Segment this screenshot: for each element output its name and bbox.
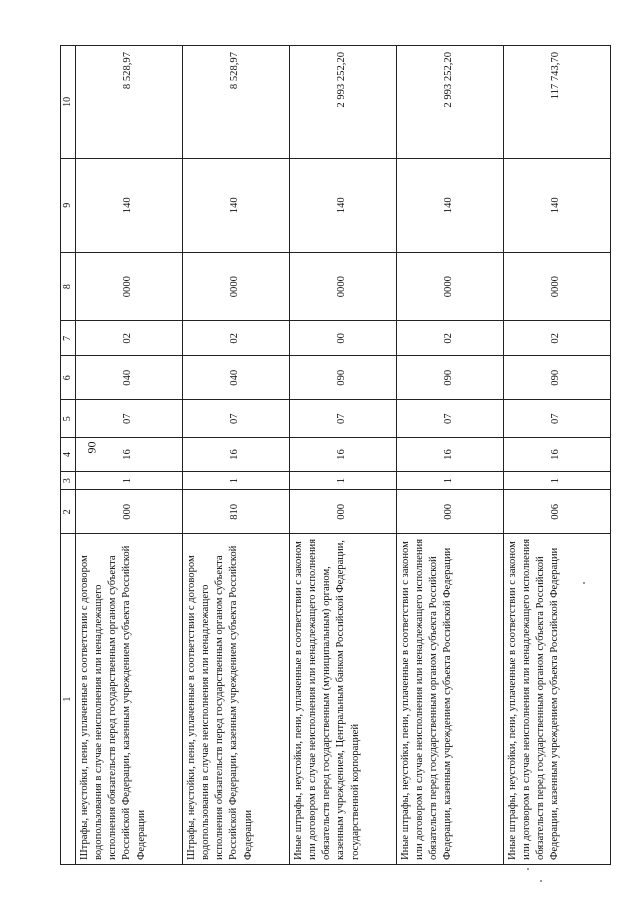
code-cell: 140 bbox=[182, 158, 289, 252]
column-number: 1 bbox=[61, 534, 76, 865]
page-number: 90 bbox=[84, 441, 99, 454]
code-cell: 0000 bbox=[503, 252, 610, 321]
code-cell: 000 bbox=[396, 490, 503, 534]
column-number: 3 bbox=[61, 471, 76, 489]
rotated-table-area bbox=[60, 45, 610, 865]
row-description: Штрафы, неустойки, пени, уплаченные в соответствии с договором водопользования в случае неисполнения или ненадлежащего исполнения обязательств перед государственным органом субъекта Российской Федерации, казенным учреждением субъекта Российской Федерации bbox=[75, 534, 182, 865]
code-cell: 07 bbox=[75, 400, 182, 438]
table-row bbox=[289, 46, 396, 865]
column-number: 7 bbox=[61, 321, 76, 356]
code-cell: 0000 bbox=[75, 252, 182, 321]
code-cell: 090 bbox=[289, 356, 396, 400]
column-number-header bbox=[61, 46, 76, 865]
code-cell: 140 bbox=[75, 158, 182, 252]
code-cell: 16 bbox=[503, 438, 610, 472]
table-row bbox=[182, 46, 289, 865]
code-cell: 1 bbox=[75, 471, 182, 489]
code-cell: 1 bbox=[503, 471, 610, 489]
column-number: 8 bbox=[61, 252, 76, 321]
row-description: Штрафы, неустойки, пени, уплаченные в соответствии с договором водопользования в случае неисполнения или ненадлежащего исполнения обязательств перед государственным органом субъекта Российской Федерации, казенным учреждением субъекта Российской Федерации bbox=[182, 534, 289, 865]
code-cell: 0000 bbox=[289, 252, 396, 321]
column-number: 6 bbox=[61, 356, 76, 400]
code-cell: 006 bbox=[503, 490, 610, 534]
code-cell: 00 bbox=[289, 321, 396, 356]
budget-revenue-table bbox=[60, 45, 611, 865]
scan-speck bbox=[527, 868, 529, 870]
code-cell: 1 bbox=[396, 471, 503, 489]
column-number: 5 bbox=[61, 400, 76, 438]
code-cell: 0000 bbox=[182, 252, 289, 321]
code-cell: 040 bbox=[75, 356, 182, 400]
code-cell: 02 bbox=[396, 321, 503, 356]
code-cell: 140 bbox=[503, 158, 610, 252]
amount-cell: 2 993 252,20 bbox=[396, 46, 503, 159]
code-cell: 140 bbox=[289, 158, 396, 252]
column-number: 2 bbox=[61, 490, 76, 534]
code-cell: 02 bbox=[503, 321, 610, 356]
code-cell: 040 bbox=[182, 356, 289, 400]
code-cell: 16 bbox=[182, 438, 289, 472]
table-row bbox=[503, 46, 610, 865]
code-cell: 07 bbox=[182, 400, 289, 438]
amount-cell: 8 528,97 bbox=[182, 46, 289, 159]
column-number: 9 bbox=[61, 158, 76, 252]
code-cell: 07 bbox=[396, 400, 503, 438]
column-number: 10 bbox=[61, 46, 76, 159]
code-cell: 16 bbox=[75, 438, 182, 472]
row-description: Иные штрафы, неустойки, пени, уплаченные в соответствии с законом или договором в случае неисполнения или ненадлежащего исполнения обязательств перед государственным органом субъекта Российской Федерации, казенным учреждением субъекта Российской Федерации bbox=[503, 534, 610, 865]
table-row bbox=[396, 46, 503, 865]
code-cell: 1 bbox=[182, 471, 289, 489]
code-cell: 140 bbox=[396, 158, 503, 252]
amount-cell: 8 528,97 bbox=[75, 46, 182, 159]
table-row bbox=[75, 46, 182, 865]
row-description: Иные штрафы, неустойки, пени, уплаченные в соответствии с законом или договором в случае неисполнения или ненадлежащего исполнения обязательств перед государственным (муниципальным) органом, казенным учреждением, Центральным банком Российской Федерации, государственной корпорацией bbox=[289, 534, 396, 865]
code-cell: 02 bbox=[75, 321, 182, 356]
code-cell: 000 bbox=[75, 490, 182, 534]
code-cell: 16 bbox=[396, 438, 503, 472]
code-cell: 0000 bbox=[396, 252, 503, 321]
row-description: Иные штрафы, неустойки, пени, уплаченные в соответствии с законом или договором в случае неисполнения или ненадлежащего исполнения обязательств перед государственным органом субъекта Российской Федерации, казенным учреждением субъекта Российской Федерации bbox=[396, 534, 503, 865]
column-number: 4 bbox=[61, 438, 76, 472]
code-cell: 16 bbox=[289, 438, 396, 472]
scan-speck bbox=[583, 582, 585, 584]
amount-cell: 117 743,70 bbox=[503, 46, 610, 159]
code-cell: 07 bbox=[289, 400, 396, 438]
code-cell: 07 bbox=[503, 400, 610, 438]
code-cell: 810 bbox=[182, 490, 289, 534]
scan-speck bbox=[540, 880, 542, 882]
code-cell: 000 bbox=[289, 490, 396, 534]
code-cell: 090 bbox=[396, 356, 503, 400]
amount-cell: 2 993 252,20 bbox=[289, 46, 396, 159]
code-cell: 090 bbox=[503, 356, 610, 400]
code-cell: 02 bbox=[182, 321, 289, 356]
code-cell: 1 bbox=[289, 471, 396, 489]
